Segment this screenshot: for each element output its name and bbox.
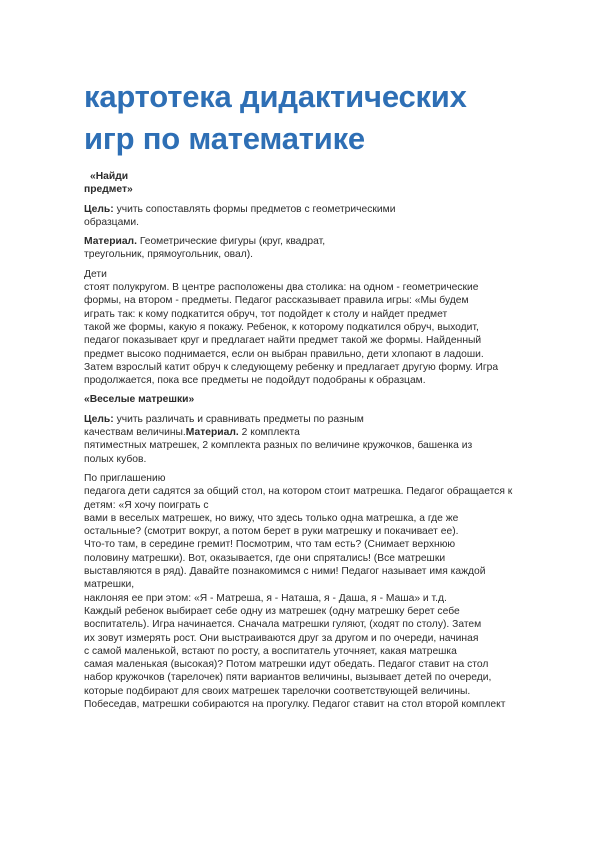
document-title [84, 76, 544, 160]
material-label: Материал. [84, 236, 137, 248]
game-section-find-object [84, 170, 544, 387]
description-line: с самой маленькой, встают по росту, а воспитатель уточняет, какая матрешка [84, 645, 457, 657]
description-line: детям: «Я хочу поиграть с [84, 499, 209, 511]
description-line: стоят полукругом. В центре расположены два столика: на одном - геометрические [84, 282, 479, 294]
description-line: Побеседав, матрешки собираются на прогулку. Педагог ставит на стол второй комплект [84, 698, 506, 710]
goal-label: Цель: [84, 203, 114, 215]
description-line: Дети [84, 268, 107, 280]
goal-paragraph [84, 413, 544, 426]
goal-paragraph [84, 203, 544, 216]
description-line: их зовут измерять рост. Они выстраиваются друг за другом и по очереди, начиная [84, 632, 479, 644]
goal-text: образцами. [84, 216, 139, 228]
description-line: вами в веселых матрешек, но вижу, что здесь только одна матрешка, а где же [84, 512, 459, 524]
description-line: педагога дети садятся за общий стол, на котором стоит матрешка. Педагог обращается к [84, 486, 513, 498]
game-title: «Веселые матрешки» [84, 394, 195, 406]
description-line: матрешки, [84, 579, 135, 591]
description-line: остальные? (смотрит вокруг, а потом берет в руки матрешку и покачивает ее). [84, 526, 459, 538]
title-line: картотека дидактических [84, 79, 467, 114]
material-text: 2 комплекта [241, 427, 300, 439]
description-line: воспитатель). Игра начинается. Сначала матрешки гуляют, (ходят по столу). Затем [84, 619, 482, 631]
goal-material-line [84, 426, 544, 439]
title-line: игр по математике [84, 121, 365, 156]
description-line: Каждый ребенок выбирает себе одну из матрешек (одну матрешку берет себе [84, 605, 460, 617]
game-description [84, 472, 544, 711]
description-line: половину матрешки). Вот, оказывается, где они спрятались! (Все матрешки [84, 552, 446, 564]
material-paragraph [84, 235, 544, 248]
description-line: наклоняя ее при этом: «Я - Матреша, я - Наташа, я - Даша, я - Маша» и т.д. [84, 592, 447, 604]
game-section-merry-matryoshkas [84, 393, 544, 711]
description-line: продолжается, пока все предметы не подойдут подобраны к образцам. [84, 375, 426, 387]
description-line: такой же формы, какую я покажу. Ребенок, к которому подкатился обруч, выходит, [84, 321, 479, 333]
description-line: играть так: к кому подкатится обруч, тот подойдет к столу и найдет предмет [84, 308, 448, 320]
description-line: Что-то там, в середине гремит! Посмотрим, что там есть? (Снимает верхнюю [84, 539, 456, 551]
description-line: предмет высоко поднимается, если он выбран правильно, дети хлопают в ладоши. [84, 348, 484, 360]
material-text: Геометрические фигуры (круг, квадрат, [139, 236, 326, 248]
description-line: педагог показывает круг и предлагает найти предмет такой же формы. Найденный [84, 335, 482, 347]
description-line: формы, на втором - предметы. Педагог рассказывает правила игры: «Мы будем [84, 295, 469, 307]
description-line: набор кружочков (тарелочек) пяти вариантов величины, вызывает детей по очереди, [84, 672, 492, 684]
goal-text: учить сопоставлять формы предметов с геометрическими [116, 203, 396, 215]
document-body [84, 170, 544, 711]
game-title: предмет» [84, 184, 133, 196]
material-text: треугольник, прямоугольник, овал). [84, 249, 254, 261]
description-line: выставляются в ряд). Давайте познакомимся с ними! Педагог называет имя каждой [84, 566, 486, 578]
game-title: «Найди [90, 171, 129, 182]
material-label: Материал. [185, 427, 239, 439]
material-text: полых кубов. [84, 453, 147, 465]
description-line: Затем взрослый катит обруч к следующему ребенку и предлагает другую форму. Игра [84, 361, 499, 373]
goal-label: Цель: [84, 413, 114, 425]
material-text: пятиместных матрешек, 2 комплекта разных по величине кружочков, башенка из [84, 440, 473, 452]
description-line: самая маленькая (высокая)? Потом матрешки идут обедать. Педагог ставит на стол [84, 659, 489, 671]
description-line: которые подбирают для своих матрешек тарелочки соответствующей величины. [84, 685, 471, 697]
description-line: По приглашению [84, 472, 166, 484]
goal-text: учить различать и сравнивать предметы по разным [116, 413, 364, 425]
game-description [84, 268, 544, 388]
goal-text: качествам величины. [84, 427, 186, 439]
